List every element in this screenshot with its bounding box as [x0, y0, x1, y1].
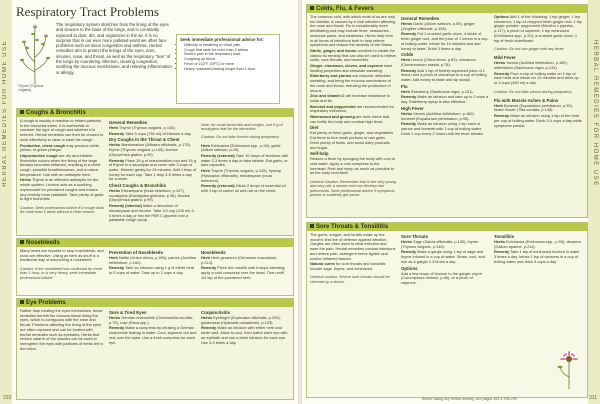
remedy-text: Take 5 cups (750 ml) of infusion a day. — [125, 130, 192, 136]
remedy-label: Remedy — [201, 325, 217, 331]
remedy-label: Remedy — [401, 31, 417, 37]
remedy-text: Pour a cup of boiling water on 1 tsp of each herb and infuse for 10 minutes and drink up to 3 cups (450 ml) a day. — [494, 70, 579, 86]
coughs-unproductive — [20, 154, 104, 178]
coughs-body: A cough is usually a reaction to irritant particles in the bronchial tubes. It is worthwhile to consider the type of cough and whether it is entered. Herbal remedies can then be chosen to work effectively to clear or ease the cough. — [20, 118, 104, 142]
coughs-col-1 — [20, 119, 104, 218]
colds-sub-heading: Colds — [401, 52, 414, 58]
colds-garlic — [310, 49, 396, 63]
coughs-herbs — [20, 178, 104, 202]
remedy-line — [401, 22, 489, 31]
remedy-line — [109, 132, 197, 137]
remedy-line — [401, 122, 489, 136]
remedy-text: Nettle (Urtica dioica, p.289), yarrow (Achillea millefolium, p.160). — [109, 255, 196, 265]
remedy-text: Put 1 crushed garlic clove, 4 slices of fresh ginger root, and the juice of 1 lemon in a cup of boiling water. Infuse for 10 minutes and add honey to taste. Drink 3 times a day. — [401, 31, 488, 51]
left-page — [0, 0, 298, 404]
nosebleeds-caution: Caution: If the nosebleed has continued for more than 1 hour, or is very heavy, seek immediate professional advice. — [20, 266, 103, 280]
remedy-label: Herb — [201, 255, 210, 260]
ginger-label: Ginger, cinnamon, cloves, and cayenne — [310, 63, 383, 69]
remedy-text: Make an infusion using 1 tsp each of yarrow and boneset with 1 cup of boiling water. Drink 1 cup every 2 hours until the fever breaks. — [401, 121, 484, 136]
section-square-icon — [20, 110, 24, 114]
remedy-label: Herbs — [109, 142, 121, 148]
warmwood-label: Warmwood and ginseng — [310, 114, 355, 120]
remedy-text: Yarrow (Achillea millefolium, p.160), elderflower (Sambucus nigra, p.131). — [494, 60, 568, 70]
elder-label: Elderberry and yarrow — [310, 73, 352, 79]
colds-col-2 — [401, 15, 489, 137]
remedy-label: Remedy (external) — [201, 183, 235, 189]
remedy-label: Herbs — [109, 315, 121, 320]
remedy-text: Dilute 2 drops of essential oil with 1 tsp of carrier oil and rub on the chest. — [201, 183, 286, 193]
advice-item: • Difficulty in breathing or chest pain — [184, 43, 279, 48]
remedy-label: Remedy — [494, 249, 510, 255]
remedy-label: Remedy — [109, 130, 125, 136]
herbs-label: Herbs — [20, 177, 32, 183]
nosebleeds-col-1 — [20, 249, 104, 284]
remedy-text: Add 1 tsp of freshly squeezed juice of 1 lemon and a pinch of cinnamon to a cup of boiling water. Add honey to taste and sip slowly. — [401, 67, 487, 83]
general-remedies-heading: General Remedies — [109, 120, 148, 125]
productive-label: Productive, chest cough — [20, 142, 66, 148]
remedy-text: Make a decoction of elecampane and licorice. Take 1/2 cup (100 ml) 3-4 times a day or mix the PAR C glycerin into a palatable cough syrup. — [109, 203, 195, 223]
colds-col-1 — [310, 15, 396, 201]
remedy-label: Remedy — [109, 265, 125, 271]
remedy-label: Remedy — [494, 113, 510, 119]
remedy-text: Thyme (Thymus vulgaris, p.145). — [118, 125, 176, 130]
colds-ginger — [310, 64, 396, 73]
nosebleeds-sub-heading: Nosebleeds — [201, 250, 226, 255]
remedy-line — [494, 104, 582, 113]
remedy-label: Herb — [109, 255, 118, 260]
sore-natural — [310, 262, 396, 271]
remedy-text: Elecampane (Inula helenium, p.107), eucalyptus (Eucalyptus globulus, p.96), licorice (Glycyrrhiza glabra, p.99). — [109, 188, 190, 203]
advice-item: • Coughing up blood — [184, 57, 279, 62]
options-text — [494, 15, 582, 43]
remedy-line — [401, 32, 489, 51]
sore-throats-section — [306, 222, 588, 398]
remedy-label: Herb — [201, 142, 210, 148]
remedy-line — [201, 154, 289, 168]
nosebleeds-heading — [17, 239, 293, 247]
colds-general-heading: General Remedies — [401, 16, 440, 21]
natural-text: for sore throats and tonsillitis include sage, thyme, and echinacea. — [310, 261, 386, 271]
remedy-label: Remedy — [401, 249, 417, 255]
remedy-label: Herb — [494, 102, 503, 108]
remedy-label: Remedy — [401, 121, 417, 127]
diet-text: Eat plenty of fresh garlic, ginger, and vegetables. Eat three to four small portions of raw garlic. Drink plenty of fluids, and avoid dairy products and sugar. — [310, 130, 395, 150]
remedy-text: Marshmallow (Althaea officinalis, p.175), thyme (Thymus vulgaris, p.145), licorice (Glycyrrhiza glabra, p.99). — [109, 142, 191, 157]
remedy-line — [109, 266, 197, 275]
remedy-line — [494, 72, 582, 86]
right-folio: 311 — [589, 395, 597, 401]
remedy-text: Boneset (Eupatorium perfoliatum, p.95), linden flower (Tilia cordata, p.146). — [494, 102, 573, 113]
remedy-line — [109, 143, 197, 157]
advice-item: • Heavy nosebleed lasting longer than 1 hour — [184, 67, 279, 72]
sore-col-2 — [401, 233, 489, 287]
remedy-line — [109, 159, 197, 183]
remedy-text: Take 1 tsp of echinacea tincture in water 3 times a day. Infuse 1 tsp of cleavers in a cup of boiling water and drink 3 cups a day. — [494, 249, 580, 264]
remedy-label: Remedy — [494, 70, 510, 76]
remedy-line — [494, 61, 582, 70]
flu-heading: Flu — [401, 83, 408, 89]
remedy-label: Remedy — [109, 157, 125, 163]
coughs-heading — [17, 109, 293, 117]
left-side-text: HERBAL REMEDIES FOR HOME USE — [2, 40, 8, 187]
sore-body: The gums, tongue, and tonsils make up the mouth's first line of defense against infection. Gargles are often used to clear infection and ease the pain. Herbal remedies combat infections and relieve pain, astringent herbs tighten and soothe inflamed tissues. — [310, 232, 396, 261]
remedy-line — [201, 326, 289, 345]
remedy-line — [401, 95, 489, 104]
remedy-text: Make a gargle using 1 tsp of sage and thyme infused in a cup of water. Strain, cool, and use as a gargle 2-3 times a day. — [401, 249, 485, 264]
remedy-text: Echinacea (Echinacea spp., p.90), garlic (Allium sativum, p.29). — [201, 142, 281, 153]
remedy-line — [401, 250, 489, 264]
advice-heading: Seek immediate professional advice for: — [180, 37, 264, 42]
remedy-line — [401, 112, 489, 121]
coughs-col-2 — [109, 119, 197, 224]
high-fever-heading: High Fever — [401, 105, 424, 111]
coughs-caution2: Caution: Do not take licorice during pregnancy. — [201, 135, 280, 140]
options-body: Add 1 of the following: 1 tsp ginger; 1 tsp cinnamon; 1 tsp of chopped fresh ginger root; 1 tsp ginger powder; peppermint (Mentha x piperita, p.117); a pinch of cayenne; 1 tsp echinacea (Echinacea spp., p.90); a crushed garlic clove; 1 tsp of fresh elderflower. — [494, 14, 582, 43]
tonsillitis-heading: Tonsillitis — [494, 234, 515, 239]
remedy-text: Make an infusion with either herb and strain well. Allow to cool, then bathe each eye with an eyebath and use a fresh infusion for each eye. Use 3-4 times a day. — [201, 325, 288, 345]
remedy-label: Remedy (external) — [201, 153, 235, 159]
nosebleeds-section — [16, 238, 294, 296]
remedy-label: Herbs — [401, 239, 413, 244]
plant-caption: Thyme (Thymus vulgaris) — [18, 84, 44, 92]
flu-aches-heading: Flu with Muscle Aches & Pains — [494, 97, 559, 103]
remedy-text: Make a compress by infusing a German chamomile teabag in water. Cool, squeeze out and rest over the eyes. Use a fresh compress for each eye. — [109, 325, 197, 345]
remedy-line — [201, 266, 289, 280]
remedy-text: Make an infusion using 1 tsp of the herb per cup of boiling water. Drink 3-4 cups a day while symptoms persist. — [494, 113, 582, 128]
herbs-text: Thyme is an effective antiseptic for the whole system. Licorice acts as a soothing expectorant for persistent coughs and makes any remedy more palatable. Take plenty of garlic to fight bronchitis. — [20, 177, 104, 202]
remedy-line — [494, 250, 582, 264]
colds-boneset — [310, 105, 396, 114]
page-title: Respiratory Tract Problems — [16, 4, 159, 19]
coughs-productive — [20, 144, 104, 153]
remedy-label: Remedy — [201, 265, 217, 271]
eye-col-2 — [109, 309, 197, 346]
mild-caution: Caution: Do not take yarrow during pregnancy. — [494, 89, 573, 94]
remedy-label: Herb — [109, 125, 118, 130]
right-page — [302, 0, 600, 404]
remedy-line — [201, 256, 289, 265]
st-options-text: Add a few drops of tincture to the gargle: myrrh (Commiphora molmol, p.86), or a pinch of cayenne. — [401, 270, 483, 285]
echinacea-illustration-icon — [557, 351, 581, 389]
section-square-icon — [310, 224, 314, 228]
left-folio: 310 — [3, 395, 12, 401]
chest-coughs-heading: Chest Coughs & Bronchitis — [109, 183, 167, 189]
colds-col-3 — [494, 15, 582, 129]
coughs-note-top: Note: for acute bronchitis and coughs, use 5 g of eucalyptus leaf for the decoction. — [201, 122, 283, 132]
remedy-line — [201, 316, 289, 325]
coughs-col-3 — [201, 119, 289, 195]
nosebleeds-body: Many herbs are reputed to stop nosebleeds, and most are effective. Using an herb as snuff is a traditional way of staunching a nosebleed. — [20, 248, 104, 263]
section-square-icon — [20, 240, 24, 244]
sore-throats-heading-text: Sore Throats & Tonsillitis — [316, 224, 389, 230]
colds-heading — [307, 5, 587, 13]
remedy-label: Herbs — [109, 188, 121, 194]
zinc-label: Zinc and vitamin C — [310, 93, 345, 99]
boneset-text: are recommended for respiratory infections. — [310, 103, 394, 114]
coughs-section — [16, 108, 294, 236]
remedy-line — [201, 184, 289, 193]
remedy-line — [201, 169, 289, 183]
sore-col-3 — [494, 233, 582, 266]
remedy-line — [401, 69, 489, 83]
remedy-text: Sage (Salvia officinalis, p.130), thyme (Thymus vulgaris, p.145). — [401, 239, 479, 249]
thyme-illustration-icon — [18, 22, 52, 84]
advice-item: • Cough that lasts for more than 2 weeks — [184, 48, 279, 53]
eye-col-3 — [201, 309, 289, 346]
remedy-line — [109, 256, 197, 265]
st-heading: Sore Throats — [401, 234, 429, 239]
remedy-line — [201, 144, 289, 153]
footer-note: Before taking any herbal remedy, see pages 304 & 298-299 — [422, 397, 517, 401]
prevention-heading: Prevention of Nosebleeds — [109, 250, 163, 255]
remedy-text: Thyme (Thymus vulgaris, p.145), hyssop (Hyssopus officinalis), elecampane (Inula helenium). — [201, 168, 282, 183]
section-square-icon — [310, 6, 314, 10]
colds-zinc — [310, 94, 396, 103]
remedy-line — [109, 189, 197, 203]
remedy-text: Garlic (Allium sativum, p.59), ginger (Zingiber officinale, p.156). — [401, 21, 475, 31]
nosebleeds-col-2 — [109, 249, 197, 277]
natural-label: Natural cures — [310, 261, 335, 267]
garlic-label: Garlic, ginger, and lemon — [310, 47, 357, 53]
nosebleeds-heading-text: Nosebleeds — [26, 240, 60, 246]
boneset-label: Boneset and peppermint — [310, 103, 356, 109]
self-help-text: Reduce a fever by sponging the body with cool or cold water. Apply a cold compress to the forehead. Rest and sleep as much as possible to let the body heal itself. — [310, 156, 396, 176]
remedy-text: Take an infusion using 1 g of either herb to 5 cups of water. Take up to 2 cups a day. — [109, 265, 195, 276]
remedy-label: Herb — [401, 88, 410, 94]
remedy-line — [401, 58, 489, 67]
remedy-label: Remedy — [109, 325, 125, 331]
options-caution: Caution: Do not use ginger with any fever. — [494, 47, 565, 52]
section-square-icon — [20, 300, 24, 304]
remedy-text: Elderberry (Sambucus nigra, p.131). — [410, 88, 474, 94]
remedy-line — [109, 316, 197, 325]
remedy-text: Take 10 drops of tinctures with water 2-3 times a day or take tablets. Eat garlic, or take capsules. — [201, 153, 289, 168]
remedy-text: German chamomile (Chamomilla recutita, p.75), rose (Rosa spp.). — [109, 315, 193, 325]
garlic-text: combine to create the classic flu remedy that can also be used to relieve colds, sore throats, and bronchitis. — [310, 47, 396, 63]
sore-col-1 — [310, 233, 396, 288]
remedy-line — [494, 240, 582, 249]
elder-text: are relaxant, stimulate sweating, and bring the mucous membranes of the nose and throat, reducing the production of mucus. — [310, 73, 391, 93]
warmwood-text: are tonic herbs that can fortify the body and combat high fever. — [310, 114, 390, 124]
remedy-text: Yarrow (Achillea millefolium, p.160), boneset (Eupatorium perfoliatum, p.95). — [401, 110, 475, 121]
options-label: Options — [494, 14, 509, 19]
eye-heading-text: Eye Problems — [26, 300, 66, 306]
remedy-text: Make an infusion and take up to 3 cups a day. Elderberry syrup is also effective. — [401, 94, 489, 105]
eye-body: Rather than treating the eyes themselves, these remedies benefit the mucous tissue lining the eyes, which is contiguous with the nose and throat. Problems affecting the lining of the eyes are often exposed and can be treated with herbal remedies such as eyebaths. Herbs that reduce catarrh of the sinuses can be used to strengthen the eyes with particles of herbs left in the lotion. — [20, 308, 104, 351]
sore-caution: General caution: Severe sore throats should be checked by a doctor. — [310, 275, 390, 284]
remedy-text: Echinacea (Echinacea spp., p.90), cleavers (Galium aparine, p.211). — [494, 239, 581, 249]
unproductive-label: Unproductive cough — [20, 152, 58, 158]
remedy-label: Remedy — [401, 67, 417, 73]
colds-caution: General Caution: Remember that in the very young and very old, a severe cold can develop into pneumonia. Seek professional advice if symptoms persist or suddenly get worse. — [310, 179, 396, 198]
remedy-line — [109, 204, 197, 223]
remedy-line — [494, 114, 582, 128]
sore-eyes-heading: Sore & Tired Eyes — [109, 310, 147, 315]
eye-section — [16, 298, 294, 400]
right-side-text: HERBAL REMEDIES FOR HOME USE — [592, 40, 598, 187]
self-help-heading: Self-help — [310, 151, 329, 157]
remedy-text: Herb geranium (Geranium maculatum, p.213). — [201, 255, 278, 265]
colds-warm — [310, 115, 396, 124]
remedy-label: Herbs — [494, 239, 506, 244]
remedy-text: Lemon (Citrus limon, p.82), cinnamon (Cinnamomum cassia, p.78). — [401, 57, 476, 67]
sore-throats-heading — [307, 223, 587, 231]
coughs-heading-text: Coughs & Bronchitis — [26, 110, 86, 116]
remedy-label: Herbs — [201, 315, 213, 320]
productive-text: may produce white, yellow, or green phlegm. — [20, 142, 101, 153]
remedy-text: Place 15 g of marshmallow root and 15 g of thyme in a saucepan and cover with 3 cups of water. Simmer gently for 15 minutes. Add 1 tbsp of honey for each cup. Take 1 tbsp 3-5 times a day for a week. — [109, 157, 196, 182]
eye-heading — [17, 299, 293, 307]
conjunctivitis-heading: Conjunctivitis — [201, 310, 231, 315]
colds-body: The common cold, with which most of us are only too familiar, is caused by a viral infection affecting the nose and throat. Flu is considerably more debilitating and may include fever, headaches, muscular pains, and weakness. Herbs help here in all forms of infections both to help relieve symptoms and reduce the severity of the illness. — [310, 14, 396, 48]
coughs-caution: Caution: Seek professional advice if a cough lasts for more than 1 week without a clear reason. — [20, 205, 104, 215]
mild-fever-heading: Mild Fever — [494, 55, 516, 61]
remedy-label: Herbs — [401, 21, 413, 26]
advice-item: • Severe pain in the respiratory tract — [184, 52, 279, 57]
eye-col-1 — [20, 309, 104, 352]
dry-coughs-heading: Dry Coughs in the Throat & Chest — [109, 137, 180, 143]
colds-heading-text: Colds, Flu, & Fevers — [316, 6, 374, 12]
st-options-heading: Options — [401, 265, 418, 271]
remedy-text: Pinch the nostrils until it stops bleeding; apply a cold compress over the head. Then sniff 1/4 tsp of the powdered herb. — [201, 265, 286, 280]
nosebleeds-col-3 — [201, 249, 289, 282]
remedy-label: Herb — [401, 57, 410, 63]
advice-box — [176, 34, 280, 104]
remedy-label: Herb — [201, 168, 210, 174]
remedy-text: Eyebright (Euphrasia officinalis, p.209), goldenseal (Hydrastis canadensis, p.103). — [201, 315, 281, 325]
intro-text: The respiratory system stretches from the lining of the eyes and sinuses to the base of the lungs, and is constantly exposed to dust, dirt, and organisms in the air. It is no surprise that in our ever more polluted world we often face problems such as sinus congestion and asthma. Herbal remedies aim to protect the linings of the eyes, ears, sinuses, nose, and throat, as well as the respiratory "tree" of the lungs by countering infection, clearing congestion, soothing the mucous membranes, and relieving inflammation or allergy. — [56, 22, 172, 75]
remedy-label: Remedy (internal) — [109, 203, 142, 209]
remedy-label: Herbs — [494, 60, 506, 66]
colds-elder — [310, 74, 396, 93]
ginger-text: have heating properties and stimulate sweating. — [310, 63, 393, 73]
advice-list — [177, 43, 279, 71]
advice-item: • Fever of 102°F (39°C) or more — [184, 62, 279, 67]
remedy-line — [109, 326, 197, 345]
diet-heading: Diet — [310, 125, 319, 131]
zinc-text: will increase resistance to colds and flu. — [310, 93, 391, 103]
unproductive-text: are dry and irritable. Bronchitis occurs when the lining of the large airways becomes inflamed, resulting in a chest cough, possible breathlessness, and a raised temperature. Use with an antiseptic herb. — [20, 152, 101, 177]
remedy-label: Remedy — [401, 94, 417, 100]
colds-section — [306, 4, 588, 218]
remedy-label: Herbs — [401, 110, 413, 116]
remedy-line — [401, 240, 489, 249]
